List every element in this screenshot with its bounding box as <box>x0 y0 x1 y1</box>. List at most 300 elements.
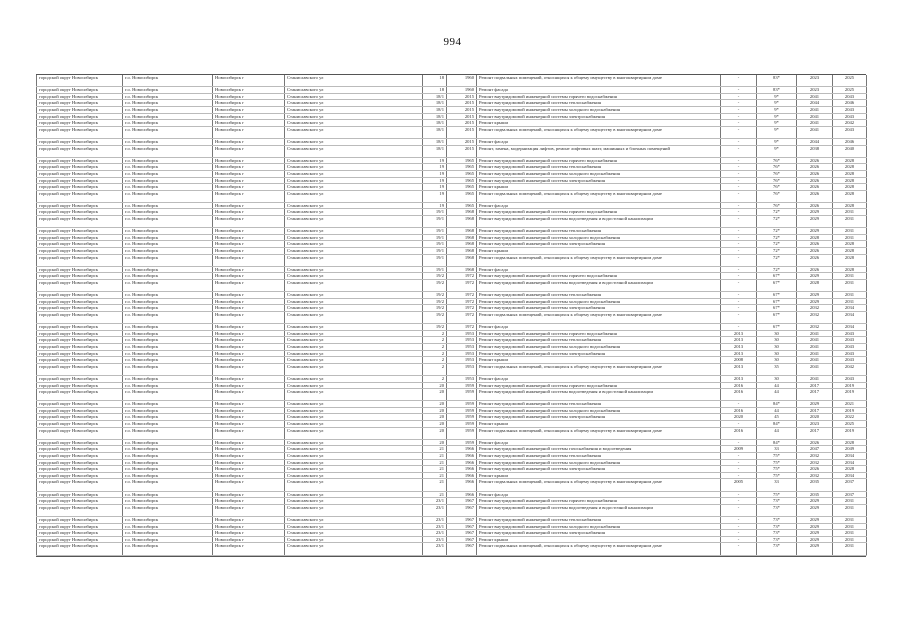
street-cell: Станиславского ул <box>285 401 423 408</box>
work-type-cell: Ремонт внутридомовой инженерной системы холодного водоснабжения <box>477 298 721 305</box>
work-type-cell: Ремонт внутридомовой инженерной системы холодного водоснабжения <box>477 407 721 414</box>
settlement-cell: г.о. Новосибирск <box>123 298 213 305</box>
settlement-cell: г.о. Новосибирск <box>123 120 213 127</box>
end-year-cell: 2021 <box>833 401 867 408</box>
last-repair-year-cell: - <box>721 491 757 498</box>
municipality-cell: городской округ Новосибирск <box>37 337 123 344</box>
wear-cell: 72* <box>757 228 797 235</box>
work-type-cell: Ремонт внутридомовой инженерной системы горячего водоснабжения <box>477 157 721 164</box>
last-repair-year-cell: - <box>721 209 757 216</box>
end-year-cell: 2031 <box>833 523 867 530</box>
municipality-cell: городской округ Новосибирск <box>37 184 123 191</box>
end-year-cell: 2042 <box>833 363 867 375</box>
table-row <box>37 216 867 228</box>
house-number-cell: 20 <box>423 389 447 401</box>
street-cell: Станиславского ул <box>285 298 423 305</box>
locality-cell: Новосибирск г <box>213 292 285 299</box>
house-number-cell: 19/2 <box>423 324 447 331</box>
start-year-cell: 2038 <box>797 145 833 157</box>
locality-cell: Новосибирск г <box>213 530 285 537</box>
settlement-cell: г.о. Новосибирск <box>123 536 213 543</box>
house-number-cell: 2 <box>423 375 447 382</box>
build-year-cell: 1967 <box>447 523 477 530</box>
locality-cell: Новосибирск г <box>213 93 285 100</box>
table-row <box>37 75 867 87</box>
end-year-cell: 2043 <box>833 357 867 364</box>
wear-cell: 72* <box>757 234 797 241</box>
municipality-cell: городской округ Новосибирск <box>37 530 123 537</box>
street-cell: Станиславского ул <box>285 164 423 171</box>
street-cell: Станиславского ул <box>285 479 423 491</box>
municipality-cell: городской округ Новосибирск <box>37 305 123 312</box>
house-number-cell: 18/1 <box>423 100 447 107</box>
last-repair-year-cell: - <box>721 113 757 120</box>
table-row <box>37 453 867 460</box>
table-row <box>37 421 867 428</box>
street-cell: Станиславского ул <box>285 106 423 113</box>
end-year-cell: 2028 <box>833 466 867 473</box>
house-number-cell: 21 <box>423 472 447 479</box>
end-year-cell: 2028 <box>833 254 867 266</box>
build-year-cell: 1968 <box>447 209 477 216</box>
settlement-cell: г.о. Новосибирск <box>123 202 213 209</box>
house-number-cell: 23/1 <box>423 530 447 537</box>
work-type-cell: Ремонт подвальных помещений, относящихся к общему имуществу в многоквартирном доме <box>477 363 721 375</box>
table-row <box>37 273 867 280</box>
last-repair-year-cell: - <box>721 75 757 87</box>
start-year-cell: 2041 <box>797 93 833 100</box>
settlement-cell: г.о. Новосибирск <box>123 375 213 382</box>
municipality-cell: городской округ Новосибирск <box>37 491 123 498</box>
wear-cell: 76* <box>757 202 797 209</box>
locality-cell: Новосибирск г <box>213 113 285 120</box>
street-cell: Станиславского ул <box>285 266 423 273</box>
locality-cell: Новосибирск г <box>213 248 285 255</box>
end-year-cell: 2031 <box>833 234 867 241</box>
end-year-cell: 2028 <box>833 190 867 202</box>
house-number-cell: 23/1 <box>423 516 447 523</box>
end-year-cell: 2028 <box>833 439 867 446</box>
work-type-cell: Ремонт внутридомовой инженерной системы холодного водоснабжения <box>477 106 721 113</box>
last-repair-year-cell: - <box>721 498 757 505</box>
street-cell: Станиславского ул <box>285 273 423 280</box>
municipality-cell: городской округ Новосибирск <box>37 209 123 216</box>
settlement-cell: г.о. Новосибирск <box>123 305 213 312</box>
end-year-cell: 2019 <box>833 427 867 439</box>
street-cell: Станиславского ул <box>285 375 423 382</box>
start-year-cell: 2029 <box>797 401 833 408</box>
wear-cell: 72* <box>757 241 797 248</box>
table-row <box>37 543 867 555</box>
build-year-cell: 2015 <box>447 145 477 157</box>
table-row <box>37 266 867 273</box>
settlement-cell: г.о. Новосибирск <box>123 414 213 421</box>
last-repair-year-cell: - <box>721 523 757 530</box>
house-number-cell: 19/1 <box>423 254 447 266</box>
locality-cell: Новосибирск г <box>213 138 285 145</box>
last-repair-year-cell: - <box>721 190 757 202</box>
end-year-cell: 2031 <box>833 273 867 280</box>
last-repair-year-cell: - <box>721 248 757 255</box>
build-year-cell: 2015 <box>447 93 477 100</box>
last-repair-year-cell: 2013 <box>721 363 757 375</box>
municipality-cell: городской округ Новосибирск <box>37 523 123 530</box>
settlement-cell: г.о. Новосибирск <box>123 350 213 357</box>
build-year-cell: 1960 <box>447 75 477 87</box>
wear-cell: 83* <box>757 87 797 94</box>
start-year-cell: 2026 <box>797 248 833 255</box>
street-cell: Станиславского ул <box>285 337 423 344</box>
start-year-cell: 2026 <box>797 157 833 164</box>
work-type-cell: Ремонт крыши <box>477 536 721 543</box>
municipality-cell: городской округ Новосибирск <box>37 439 123 446</box>
last-repair-year-cell: - <box>721 170 757 177</box>
house-number-cell: 19/1 <box>423 241 447 248</box>
table-row <box>37 498 867 505</box>
work-type-cell: Ремонт крыши <box>477 357 721 364</box>
last-repair-year-cell: - <box>721 266 757 273</box>
build-year-cell: 1966 <box>447 453 477 460</box>
municipality-cell: городской округ Новосибирск <box>37 414 123 421</box>
house-number-cell: 20 <box>423 382 447 389</box>
municipality-cell: городской округ Новосибирск <box>37 421 123 428</box>
start-year-cell: 2026 <box>797 164 833 171</box>
house-number-cell: 21 <box>423 459 447 466</box>
last-repair-year-cell: - <box>721 106 757 113</box>
build-year-cell: 1965 <box>447 170 477 177</box>
house-number-cell: 18 <box>423 87 447 94</box>
house-number-cell: 2 <box>423 330 447 337</box>
end-year-cell: 2019 <box>833 407 867 414</box>
locality-cell: Новосибирск г <box>213 311 285 323</box>
last-repair-year-cell: - <box>721 311 757 323</box>
wear-cell: 44 <box>757 407 797 414</box>
last-repair-year-cell: - <box>721 466 757 473</box>
house-number-cell: 23/1 <box>423 523 447 530</box>
wear-cell: 75* <box>757 491 797 498</box>
work-type-cell: Ремонт внутридомовой инженерной системы электроснабжения <box>477 414 721 421</box>
house-number-cell: 20 <box>423 439 447 446</box>
locality-cell: Новосибирск г <box>213 414 285 421</box>
municipality-cell: городской округ Новосибирск <box>37 459 123 466</box>
table-row <box>37 523 867 530</box>
build-year-cell: 1967 <box>447 536 477 543</box>
table-row <box>37 177 867 184</box>
settlement-cell: г.о. Новосибирск <box>123 324 213 331</box>
locality-cell: Новосибирск г <box>213 241 285 248</box>
settlement-cell: г.о. Новосибирск <box>123 401 213 408</box>
street-cell: Станиславского ул <box>285 498 423 505</box>
locality-cell: Новосибирск г <box>213 421 285 428</box>
work-type-cell: Ремонт внутридомовой инженерной системы электроснабжения <box>477 466 721 473</box>
schedule-grid <box>36 75 867 556</box>
house-number-cell: 19/2 <box>423 298 447 305</box>
municipality-cell: городской округ Новосибирск <box>37 375 123 382</box>
end-year-cell: 2031 <box>833 498 867 505</box>
settlement-cell: г.о. Новосибирск <box>123 472 213 479</box>
wear-cell: 9* <box>757 120 797 127</box>
start-year-cell: 2041 <box>797 375 833 382</box>
settlement-cell: г.о. Новосибирск <box>123 254 213 266</box>
table-row <box>37 292 867 299</box>
end-year-cell: 2028 <box>833 177 867 184</box>
street-cell: Станиславского ул <box>285 170 423 177</box>
end-year-cell: 2028 <box>833 164 867 171</box>
wear-cell: 67* <box>757 324 797 331</box>
build-year-cell: 1960 <box>447 87 477 94</box>
work-type-cell: Ремонт внутридомовой инженерной системы горячего водоснабжения <box>477 382 721 389</box>
start-year-cell: 2026 <box>797 439 833 446</box>
locality-cell: Новосибирск г <box>213 184 285 191</box>
end-year-cell: 2043 <box>833 113 867 120</box>
end-year-cell: 2037 <box>833 491 867 498</box>
locality-cell: Новосибирск г <box>213 350 285 357</box>
work-type-cell: Ремонт внутридомовой инженерной системы горячего водоснабжения <box>477 93 721 100</box>
end-year-cell: 2034 <box>833 459 867 466</box>
settlement-cell: г.о. Новосибирск <box>123 330 213 337</box>
municipality-cell: городской округ Новосибирск <box>37 479 123 491</box>
start-year-cell: 2029 <box>797 498 833 505</box>
last-repair-year-cell: 2016 <box>721 389 757 401</box>
locality-cell: Новосибирск г <box>213 157 285 164</box>
table-row <box>37 202 867 209</box>
locality-cell: Новосибирск г <box>213 305 285 312</box>
end-year-cell: 2028 <box>833 184 867 191</box>
house-number-cell: 19 <box>423 157 447 164</box>
wear-cell: 33 <box>757 479 797 491</box>
house-number-cell: 20 <box>423 401 447 408</box>
settlement-cell: г.о. Новосибирск <box>123 273 213 280</box>
municipality-cell: городской округ Новосибирск <box>37 202 123 209</box>
settlement-cell: г.о. Новосибирск <box>123 216 213 228</box>
wear-cell: 9* <box>757 93 797 100</box>
wear-cell: 9* <box>757 138 797 145</box>
settlement-cell: г.о. Новосибирск <box>123 280 213 292</box>
end-year-cell: 2031 <box>833 516 867 523</box>
build-year-cell: 1953 <box>447 363 477 375</box>
wear-cell: 9* <box>757 113 797 120</box>
municipality-cell: городской округ Новосибирск <box>37 472 123 479</box>
wear-cell: 72* <box>757 254 797 266</box>
street-cell: Станиславского ул <box>285 363 423 375</box>
work-type-cell: Ремонт внутридомовой инженерной системы электроснабжения <box>477 113 721 120</box>
street-cell: Станиславского ул <box>285 523 423 530</box>
street-cell: Станиславского ул <box>285 439 423 446</box>
build-year-cell: 2015 <box>447 106 477 113</box>
settlement-cell: г.о. Новосибирск <box>123 292 213 299</box>
locality-cell: Новосибирск г <box>213 337 285 344</box>
house-number-cell: 19 <box>423 190 447 202</box>
wear-cell: 67* <box>757 305 797 312</box>
municipality-cell: городской округ Новосибирск <box>37 504 123 516</box>
work-type-cell: Ремонт внутридомовой инженерной системы газоснабжения и водоотведения <box>477 446 721 453</box>
street-cell: Станиславского ул <box>285 87 423 94</box>
house-number-cell: 18/1 <box>423 145 447 157</box>
work-type-cell: Ремонт крыши <box>477 120 721 127</box>
municipality-cell: городской округ Новосибирск <box>37 280 123 292</box>
house-number-cell: 19/1 <box>423 216 447 228</box>
municipality-cell: городской округ Новосибирск <box>37 170 123 177</box>
street-cell: Станиславского ул <box>285 350 423 357</box>
table-row <box>37 170 867 177</box>
house-number-cell: 20 <box>423 407 447 414</box>
street-cell: Станиславского ул <box>285 292 423 299</box>
municipality-cell: городской округ Новосибирск <box>37 292 123 299</box>
house-number-cell: 20 <box>423 427 447 439</box>
municipality-cell: городской округ Новосибирск <box>37 100 123 107</box>
house-number-cell: 21 <box>423 466 447 473</box>
wear-cell: 9* <box>757 100 797 107</box>
end-year-cell: 2034 <box>833 305 867 312</box>
work-type-cell: Ремонт фасада <box>477 324 721 331</box>
last-repair-year-cell: - <box>721 228 757 235</box>
last-repair-year-cell: - <box>721 516 757 523</box>
build-year-cell: 1966 <box>447 491 477 498</box>
end-year-cell: 2043 <box>833 337 867 344</box>
last-repair-year-cell: - <box>721 543 757 555</box>
wear-cell: 72* <box>757 209 797 216</box>
last-repair-year-cell: 2013 <box>721 337 757 344</box>
table-row <box>37 401 867 408</box>
start-year-cell: 2017 <box>797 389 833 401</box>
house-number-cell: 18/1 <box>423 126 447 138</box>
settlement-cell: г.о. Новосибирск <box>123 466 213 473</box>
work-type-cell: Ремонт внутридомовой инженерной системы электроснабжения <box>477 530 721 537</box>
settlement-cell: г.о. Новосибирск <box>123 516 213 523</box>
table-row <box>37 407 867 414</box>
municipality-cell: городской округ Новосибирск <box>37 389 123 401</box>
work-type-cell: Ремонт крыши <box>477 184 721 191</box>
wear-cell: 35 <box>757 363 797 375</box>
locality-cell: Новосибирск г <box>213 202 285 209</box>
house-number-cell: 18/1 <box>423 106 447 113</box>
page-number: 994 <box>443 36 462 48</box>
work-type-cell: Ремонт внутридомовой инженерной системы теплоснабжения <box>477 228 721 235</box>
locality-cell: Новосибирск г <box>213 543 285 555</box>
street-cell: Станиславского ул <box>285 228 423 235</box>
table-row <box>37 459 867 466</box>
table-row <box>37 106 867 113</box>
wear-cell: 9* <box>757 126 797 138</box>
start-year-cell: 2028 <box>797 234 833 241</box>
wear-cell: 75* <box>757 466 797 473</box>
municipality-cell: городской округ Новосибирск <box>37 466 123 473</box>
last-repair-year-cell: - <box>721 292 757 299</box>
settlement-cell: г.о. Новосибирск <box>123 343 213 350</box>
locality-cell: Новосибирск г <box>213 504 285 516</box>
table-row <box>37 414 867 421</box>
house-number-cell: 19/2 <box>423 280 447 292</box>
start-year-cell: 2029 <box>797 536 833 543</box>
work-type-cell: Ремонт фасада <box>477 439 721 446</box>
table-row <box>37 337 867 344</box>
locality-cell: Новосибирск г <box>213 479 285 491</box>
start-year-cell: 2026 <box>797 241 833 248</box>
municipality-cell: городской округ Новосибирск <box>37 427 123 439</box>
end-year-cell: 2031 <box>833 543 867 555</box>
last-repair-year-cell: 2016 <box>721 427 757 439</box>
last-repair-year-cell: 2020 <box>721 414 757 421</box>
settlement-cell: г.о. Новосибирск <box>123 523 213 530</box>
locality-cell: Новосибирск г <box>213 177 285 184</box>
table-row <box>37 234 867 241</box>
municipality-cell: городской округ Новосибирск <box>37 138 123 145</box>
house-number-cell: 18 <box>423 75 447 87</box>
wear-cell: 67* <box>757 292 797 299</box>
end-year-cell: 2043 <box>833 350 867 357</box>
wear-cell: 72* <box>757 216 797 228</box>
work-type-cell: Ремонт подвальных помещений, относящихся к общему имуществу в многоквартирном доме <box>477 75 721 87</box>
settlement-cell: г.о. Новосибирск <box>123 427 213 439</box>
end-year-cell: 2025 <box>833 75 867 87</box>
street-cell: Станиславского ул <box>285 504 423 516</box>
work-type-cell: Ремонт внутридомовой инженерной системы холодного водоснабжения <box>477 523 721 530</box>
settlement-cell: г.о. Новосибирск <box>123 157 213 164</box>
work-type-cell: Ремонт внутридомовой инженерной системы теплоснабжения <box>477 164 721 171</box>
build-year-cell: 1953 <box>447 350 477 357</box>
last-repair-year-cell: - <box>721 138 757 145</box>
last-repair-year-cell: - <box>721 254 757 266</box>
end-year-cell: 2031 <box>833 280 867 292</box>
last-repair-year-cell: 2016 <box>721 382 757 389</box>
street-cell: Станиславского ул <box>285 491 423 498</box>
settlement-cell: г.о. Новосибирск <box>123 126 213 138</box>
house-number-cell: 21 <box>423 491 447 498</box>
end-year-cell: 2019 <box>833 389 867 401</box>
last-repair-year-cell: - <box>721 401 757 408</box>
locality-cell: Новосибирск г <box>213 427 285 439</box>
work-type-cell: Ремонт крыши <box>477 248 721 255</box>
table-row <box>37 516 867 523</box>
municipality-cell: городской округ Новосибирск <box>37 75 123 87</box>
municipality-cell: городской округ Новосибирск <box>37 157 123 164</box>
last-repair-year-cell: - <box>721 164 757 171</box>
start-year-cell: 2041 <box>797 113 833 120</box>
street-cell: Станиславского ул <box>285 324 423 331</box>
locality-cell: Новосибирск г <box>213 498 285 505</box>
house-number-cell: 19/1 <box>423 209 447 216</box>
wear-cell: 30 <box>757 337 797 344</box>
build-year-cell: 1965 <box>447 184 477 191</box>
start-year-cell: 2017 <box>797 382 833 389</box>
table-row <box>37 113 867 120</box>
municipality-cell: городской округ Новосибирск <box>37 516 123 523</box>
last-repair-year-cell: - <box>721 324 757 331</box>
house-number-cell: 21 <box>423 479 447 491</box>
work-type-cell: Ремонт внутридомовой инженерной системы электроснабжения <box>477 305 721 312</box>
last-repair-year-cell: - <box>721 280 757 292</box>
build-year-cell: 1968 <box>447 241 477 248</box>
end-year-cell: 2031 <box>833 292 867 299</box>
start-year-cell: 2035 <box>797 479 833 491</box>
street-cell: Станиславского ул <box>285 248 423 255</box>
build-year-cell: 2015 <box>447 100 477 107</box>
settlement-cell: г.о. Новосибирск <box>123 75 213 87</box>
settlement-cell: г.о. Новосибирск <box>123 498 213 505</box>
start-year-cell: 2044 <box>797 138 833 145</box>
locality-cell: Новосибирск г <box>213 330 285 337</box>
house-number-cell: 19 <box>423 177 447 184</box>
settlement-cell: г.о. Новосибирск <box>123 184 213 191</box>
table-body <box>37 75 867 555</box>
work-type-cell: Ремонт фасада <box>477 87 721 94</box>
start-year-cell: 2035 <box>797 491 833 498</box>
build-year-cell: 1968 <box>447 248 477 255</box>
start-year-cell: 2041 <box>797 337 833 344</box>
work-type-cell: Ремонт подвальных помещений, относящихся к общему имуществу в многоквартирном доме <box>477 126 721 138</box>
municipality-cell: городской округ Новосибирск <box>37 248 123 255</box>
table-row <box>37 120 867 127</box>
